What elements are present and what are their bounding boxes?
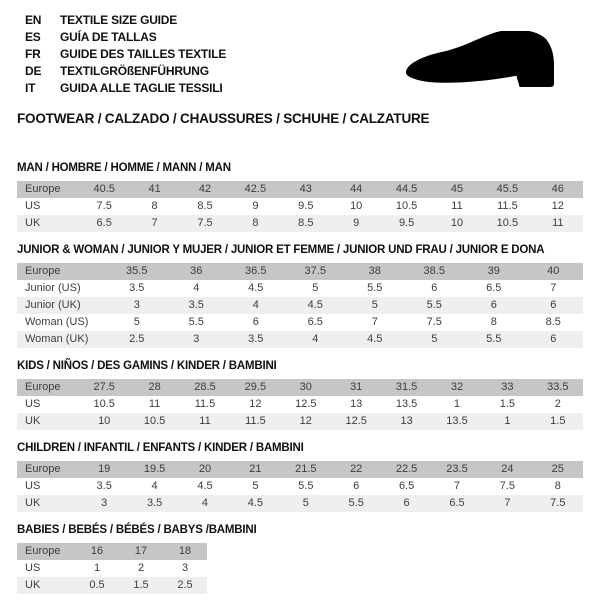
language-label: GUIDE DES TAILLES TEXTILE — [60, 47, 227, 61]
size-section-kids — [17, 359, 583, 430]
language-label: GUÍA DE TALLAS — [60, 30, 157, 44]
size-value-cell: 6 — [353, 480, 360, 492]
size-value-cell: 43 — [299, 183, 312, 195]
size-value-cell: 32 — [450, 381, 464, 393]
size-value-cell: 3 — [133, 299, 140, 311]
size-value-cell: 9 — [353, 217, 360, 229]
size-value-cell: 29.5 — [244, 381, 267, 393]
size-value-cell: 37.5 — [304, 265, 326, 277]
size-value-cell: 6 — [403, 497, 410, 509]
size-table-babies — [17, 543, 207, 594]
language-code: ES — [25, 30, 41, 44]
size-value-cell: 1.5 — [499, 398, 516, 410]
size-value-cell: 40.5 — [93, 183, 115, 195]
size-value-cell: 39 — [487, 265, 500, 277]
size-value-cell: 23.5 — [446, 463, 468, 475]
size-table-row — [17, 181, 583, 198]
size-value-cell: 4.5 — [197, 480, 213, 492]
size-value-cell: 31 — [350, 381, 363, 393]
size-value-cell: 36 — [190, 265, 203, 277]
language-row-en — [25, 12, 226, 29]
section-title: CHILDREN / INFANTIL / ENFANTS / KINDER / BAMBINI — [17, 442, 304, 454]
size-value-cell: 2.5 — [177, 579, 193, 591]
size-value-cell: 5.5 — [426, 299, 442, 311]
language-label: TEXTILGRÖßENFÜHRUNG — [60, 64, 209, 78]
size-value-cell: 45.5 — [496, 183, 519, 195]
size-value-cell: 6 — [550, 299, 557, 311]
size-value-cell: 2.5 — [129, 333, 145, 345]
size-value-cell: 6.5 — [398, 480, 415, 492]
section-title: MAN / HOMBRE / HOMME / MANN / MAN — [17, 162, 231, 174]
size-value-cell: 3 — [101, 497, 108, 509]
language-label: GUIDA ALLE TAGLIE TESSILI — [60, 81, 223, 95]
size-value-cell: 1 — [453, 398, 461, 410]
size-value-cell: 13 — [350, 398, 363, 410]
size-table-man — [17, 181, 583, 232]
language-list — [25, 12, 226, 97]
size-table-children — [17, 461, 583, 512]
size-value-cell: 1.5 — [133, 579, 149, 591]
row-label: US — [25, 200, 41, 212]
size-value-cell: 5.5 — [298, 480, 314, 492]
size-value-cell: 36.5 — [245, 265, 267, 277]
row-label: UK — [25, 217, 41, 229]
size-value-cell: 4 — [193, 282, 200, 294]
row-label: Europe — [25, 381, 61, 393]
dress-shoe-icon — [398, 31, 574, 95]
row-label: Europe — [25, 545, 61, 557]
size-value-cell: 8.5 — [545, 316, 561, 328]
size-value-cell: 4 — [252, 299, 259, 311]
size-value-cell: 42 — [198, 183, 212, 195]
size-value-cell: 12.5 — [295, 398, 317, 410]
size-value-cell: 4.5 — [307, 299, 323, 311]
size-value-cell: 44.5 — [395, 183, 418, 195]
size-value-cell: 9.5 — [298, 200, 314, 212]
size-section-junior-woman — [17, 243, 583, 348]
size-value-cell: 41 — [148, 183, 161, 195]
size-value-cell: 24 — [501, 463, 514, 475]
size-value-cell: 5.5 — [188, 316, 204, 328]
size-value-cell: 7.5 — [426, 316, 442, 328]
size-value-cell: 5 — [312, 282, 319, 294]
size-table-row — [17, 280, 583, 297]
size-value-cell: 11 — [451, 200, 463, 212]
size-table-row — [17, 560, 207, 577]
size-tables-area — [17, 161, 583, 600]
size-value-cell: 10.5 — [93, 398, 115, 410]
size-value-cell: 6 — [550, 333, 557, 345]
size-value-cell: 22 — [350, 463, 363, 475]
row-label: Junior (US) — [25, 282, 81, 294]
size-table-row — [17, 263, 583, 280]
size-value-cell: 5 — [133, 316, 140, 328]
row-label: Europe — [25, 463, 61, 475]
size-value-cell: 5.5 — [348, 497, 364, 509]
size-value-cell: 6 — [431, 282, 438, 294]
size-value-cell: 6 — [252, 316, 259, 328]
size-value-cell: 10 — [98, 415, 111, 427]
size-section-children — [17, 441, 583, 512]
language-code: FR — [25, 47, 41, 61]
language-code: DE — [25, 64, 42, 78]
size-value-cell: 3.5 — [96, 480, 112, 492]
size-value-cell: 11.5 — [497, 200, 518, 212]
size-value-cell: 9 — [252, 200, 259, 212]
size-value-cell: 8 — [252, 217, 259, 229]
size-table-row — [17, 314, 583, 331]
size-table-row — [17, 413, 583, 430]
size-value-cell: 3.5 — [248, 333, 264, 345]
size-value-cell: 1.5 — [550, 415, 566, 427]
size-value-cell: 7 — [371, 316, 378, 328]
size-value-cell: 8 — [490, 316, 497, 328]
row-label: US — [25, 562, 41, 574]
section-title: KIDS / NIÑOS / DES GAMINS / KINDER / BAMBINI — [17, 360, 277, 372]
size-value-cell: 4.5 — [367, 333, 383, 345]
size-value-cell: 4.5 — [247, 497, 264, 509]
size-table-row — [17, 543, 207, 560]
size-value-cell: 2 — [554, 398, 561, 410]
size-table-junior-woman — [17, 263, 583, 348]
size-value-cell: 22.5 — [395, 463, 418, 475]
size-value-cell: 0.5 — [89, 579, 105, 591]
size-value-cell: 4 — [151, 480, 158, 492]
row-label: Europe — [25, 183, 61, 195]
section-title: JUNIOR & WOMAN / JUNIOR Y MUJER / JUNIOR ET FEMME / JUNIOR UND FRAU / JUNIOR E DONA — [17, 244, 545, 256]
size-value-cell: 3.5 — [146, 497, 163, 509]
language-row-it — [25, 80, 226, 97]
size-value-cell: 10.5 — [496, 217, 519, 229]
size-value-cell: 44 — [350, 183, 363, 195]
size-value-cell: 3 — [181, 562, 189, 574]
size-value-cell: 1 — [93, 562, 101, 574]
language-row-es — [25, 29, 226, 46]
size-table-row — [17, 478, 583, 495]
size-value-cell: 5 — [302, 497, 309, 509]
size-value-cell: 17 — [134, 545, 148, 557]
size-table-row — [17, 396, 583, 413]
row-label: US — [25, 398, 41, 410]
size-value-cell: 19.5 — [143, 463, 166, 475]
size-value-cell: 10.5 — [395, 200, 418, 212]
size-value-cell: 12 — [249, 398, 262, 410]
size-value-cell: 33 — [501, 381, 514, 393]
size-value-cell: 6.5 — [486, 282, 502, 294]
size-value-cell: 10.5 — [143, 415, 166, 427]
row-label: US — [25, 480, 41, 492]
size-value-cell: 38 — [368, 265, 381, 277]
category-header: FOOTWEAR / CALZADO / CHAUSSURES / SCHUHE / CALZATURE — [17, 111, 430, 126]
size-value-cell: 13.5 — [395, 398, 418, 410]
size-value-cell: 20 — [198, 463, 212, 475]
size-value-cell: 7 — [504, 497, 511, 509]
size-value-cell: 5.5 — [367, 282, 383, 294]
size-value-cell: 6.5 — [96, 217, 112, 229]
language-code: IT — [25, 81, 36, 95]
size-table-row — [17, 379, 583, 396]
size-value-cell: 33.5 — [547, 381, 569, 393]
row-label: UK — [25, 415, 41, 427]
size-value-cell: 16 — [90, 545, 104, 557]
size-value-cell: 38.5 — [423, 265, 445, 277]
size-value-cell: 7 — [453, 480, 461, 492]
size-value-cell: 46 — [551, 183, 564, 195]
size-value-cell: 7 — [550, 282, 557, 294]
size-value-cell: 28 — [148, 381, 161, 393]
row-label: Junior (UK) — [25, 299, 81, 311]
language-label: TEXTILE SIZE GUIDE — [60, 13, 178, 27]
size-value-cell: 12 — [299, 415, 312, 427]
size-value-cell: 19 — [98, 463, 111, 475]
size-value-cell: 11 — [148, 398, 161, 410]
size-value-cell: 4 — [201, 497, 209, 509]
size-value-cell: 45 — [450, 183, 464, 195]
language-row-de — [25, 63, 226, 80]
size-table-row — [17, 215, 583, 232]
size-table-row — [17, 495, 583, 512]
size-value-cell: 13.5 — [446, 415, 468, 427]
size-value-cell: 8 — [554, 480, 561, 492]
size-value-cell: 5 — [431, 333, 438, 345]
size-value-cell: 30 — [299, 381, 312, 393]
size-value-cell: 12 — [551, 200, 564, 212]
size-value-cell: 3.5 — [129, 282, 145, 294]
size-value-cell: 7.5 — [499, 480, 516, 492]
size-table-kids — [17, 379, 583, 430]
size-value-cell: 10 — [450, 217, 464, 229]
size-value-cell: 5 — [371, 299, 378, 311]
size-value-cell: 8.5 — [298, 217, 314, 229]
size-value-cell: 2 — [137, 562, 145, 574]
size-section-babies — [17, 523, 583, 594]
size-value-cell: 1 — [504, 415, 511, 427]
size-section-man — [17, 161, 583, 232]
size-table-row — [17, 198, 583, 215]
size-value-cell: 6.5 — [307, 316, 323, 328]
size-value-cell: 5 — [252, 480, 259, 492]
size-value-cell: 7.5 — [96, 200, 112, 212]
size-value-cell: 42.5 — [244, 183, 267, 195]
size-value-cell: 35.5 — [126, 265, 148, 277]
row-label: UK — [25, 579, 41, 591]
size-value-cell: 18 — [178, 545, 192, 557]
size-value-cell: 11 — [199, 415, 211, 427]
size-value-cell: 8 — [151, 200, 158, 212]
row-label: UK — [25, 497, 41, 509]
language-code: EN — [25, 13, 42, 27]
language-row-fr — [25, 46, 226, 63]
row-label: Europe — [25, 265, 61, 277]
size-value-cell: 12.5 — [345, 415, 367, 427]
size-value-cell: 5.5 — [486, 333, 502, 345]
row-label: Woman (US) — [25, 316, 89, 328]
size-value-cell: 10 — [350, 200, 363, 212]
section-title: BABIES / BEBÉS / BÉBÉS / BABYS /BAMBINI — [17, 524, 257, 536]
size-value-cell: 7 — [151, 217, 158, 229]
size-value-cell: 21.5 — [295, 463, 317, 475]
size-value-cell: 27.5 — [93, 381, 115, 393]
row-label: Woman (UK) — [25, 333, 89, 345]
size-table-row — [17, 577, 207, 594]
size-value-cell: 11.5 — [194, 398, 216, 410]
size-value-cell: 13 — [400, 415, 413, 427]
size-value-cell: 9.5 — [398, 217, 415, 229]
size-table-row — [17, 331, 583, 348]
size-value-cell: 3 — [193, 333, 200, 345]
size-value-cell: 6.5 — [449, 497, 465, 509]
size-value-cell: 40 — [547, 265, 560, 277]
size-value-cell: 8.5 — [197, 200, 213, 212]
size-value-cell: 21 — [249, 463, 262, 475]
size-value-cell: 4.5 — [248, 282, 264, 294]
size-value-cell: 28.5 — [194, 381, 216, 393]
size-value-cell: 7.5 — [550, 497, 566, 509]
size-value-cell: 11 — [552, 217, 564, 229]
size-value-cell: 3.5 — [188, 299, 204, 311]
size-value-cell: 11.5 — [245, 415, 266, 427]
size-value-cell: 25 — [551, 463, 564, 475]
size-value-cell: 4 — [312, 333, 319, 345]
size-value-cell: 31.5 — [395, 381, 418, 393]
size-value-cell: 7.5 — [197, 217, 213, 229]
size-table-row — [17, 297, 583, 314]
size-value-cell: 6 — [490, 299, 497, 311]
size-table-row — [17, 461, 583, 478]
